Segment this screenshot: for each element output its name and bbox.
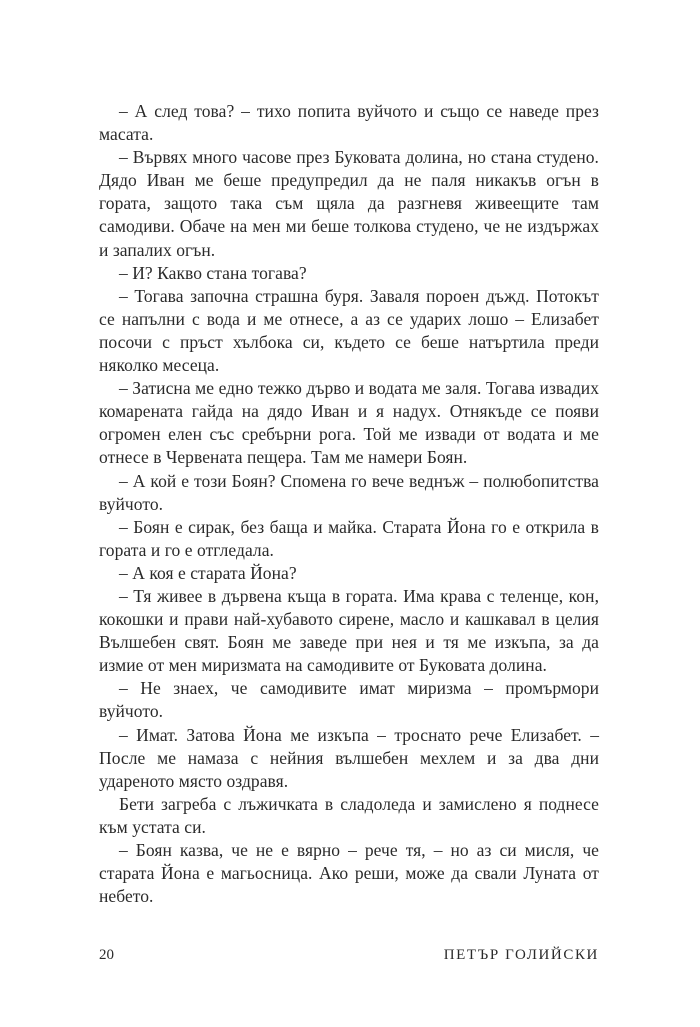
- paragraph: – Боян казва, че не е вярно – рече тя, – но аз си мисля, че старата Йона е магьосница. Ако реши, може да свали Луната от небето.: [99, 840, 599, 907]
- paragraph: – Тя живее в дървена къща в гората. Има крава с теленце, кон, кокошки и прави най-хубавото сирене, масло и кашкавал в целия Вълшебен свят. Боян ме заведе при нея и тя ме изкъпа, за да измие от мен миризмата на самодивите от Буковата долина.: [99, 585, 599, 676]
- body-text: [99, 100, 599, 908]
- paragraph: – А кой е този Боян? Спомена го вече веднъж – полюбопитства вуйчото.: [99, 470, 599, 514]
- paragraph: – Затисна ме едно тежко дърво и водата ме заля. Тогава извадих комарената гайда на дядо Иван и я надух. Отнякъде се появи огромен елен със сребърни рога. Той ме извади от водата и ме отнесе в Червената пещера. Там ме намери Боян.: [99, 378, 599, 468]
- paragraph: – Не знаех, че самодивите имат миризма – промърмори вуйчото.: [99, 678, 599, 722]
- paragraph: – Имат. Затова Йона ме изкъпа – троснато рече Елизабет. – После ме намаза с нейния вълшебен мехлем и за два дни удареното място оздравя.: [99, 724, 599, 791]
- paragraph: – Тогава започна страшна буря. Заваля пороен дъжд. Потокът се напълни с вода и ме отнесе, а аз се ударих лошо – Елизабет посочи с пръст хълбока си, където се беше натъртила преди няколко месеца.: [99, 285, 599, 376]
- paragraph: – А коя е старата Йона?: [119, 562, 297, 583]
- paragraph: – Вървях много часове през Буковата долина, но стана студено. Дядо Иван ме беше предупредил да не паля никакъв огън в гората, защото така съм щяла да разгневя живеещите там самодиви. Обаче на мен ми беше толкова студено, че не издържах и запалих огън.: [99, 147, 599, 260]
- paragraph: – И? Какво стана тогава?: [119, 262, 307, 283]
- paragraph: – А след това? – тихо попита вуйчото и също се наведе през масата.: [99, 101, 599, 145]
- page-number: 20: [99, 947, 114, 963]
- paragraph: Бети загреба с лъжичката в сладоледа и замислено я поднесе към устата си.: [99, 793, 599, 837]
- paragraph: – Боян е сирак, без баща и майка. Старата Йона го е открила в гората и го е отгледала.: [99, 516, 599, 560]
- running-author: ПЕТЪР ГОЛИЙСКИ: [443, 947, 599, 963]
